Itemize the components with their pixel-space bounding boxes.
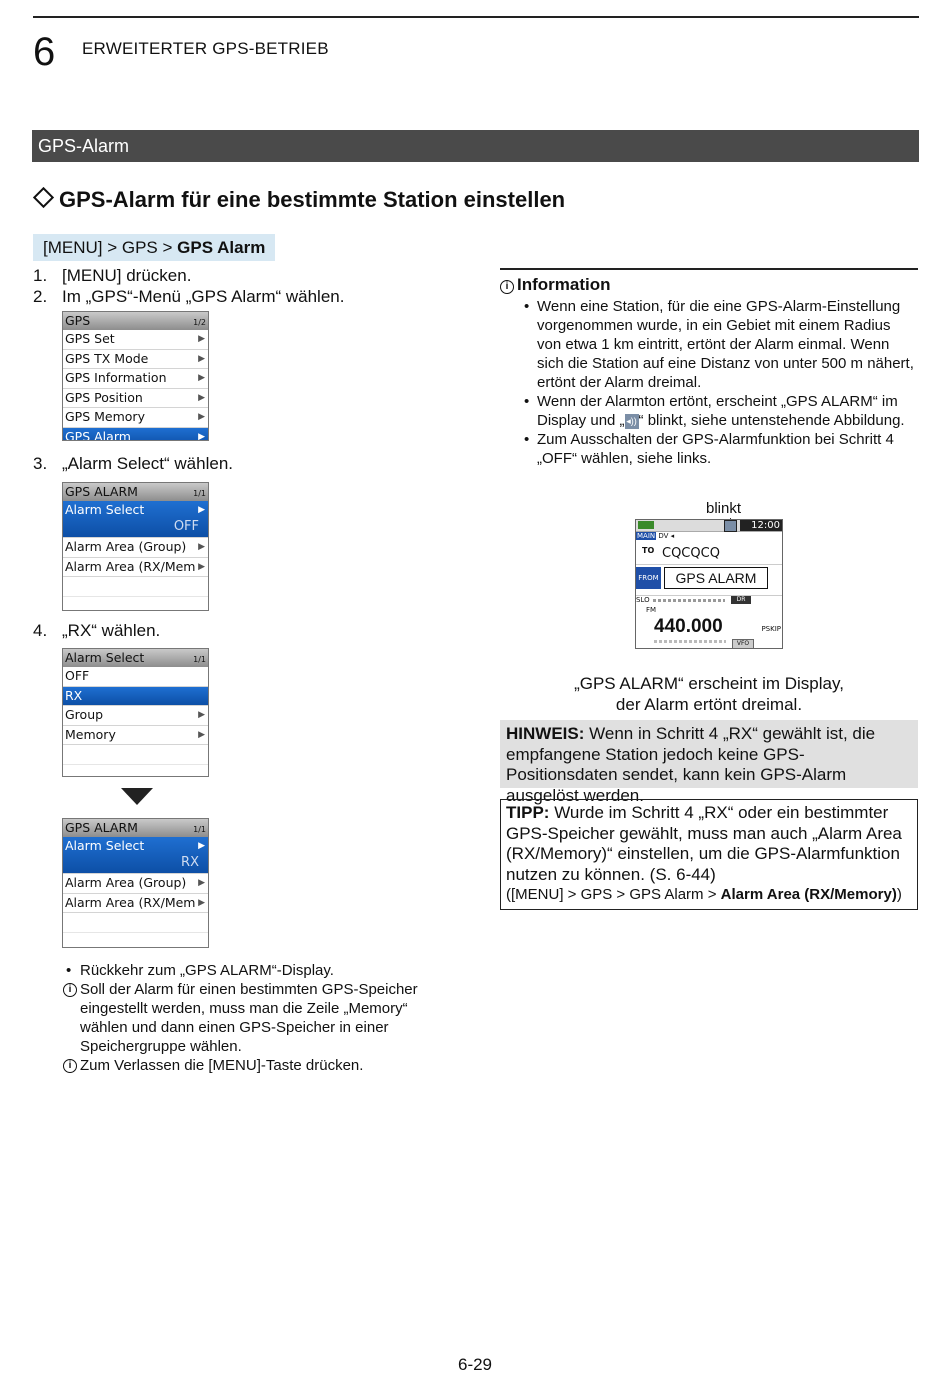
option-off[interactable]: OFF [63, 667, 208, 687]
status-bar [636, 520, 783, 532]
menu-item-gps-alarm[interactable]: GPS Alarm ▶ [63, 428, 208, 442]
step-4 [33, 620, 160, 641]
frequency-display: 440.000 [654, 616, 723, 637]
chevron-right-icon: ▶ [198, 353, 205, 364]
empty-row [63, 577, 208, 597]
step-text: „RX“ wählen. [62, 621, 161, 640]
menu-item-alarm-select[interactable]: Alarm Select ▶ OFF [63, 501, 208, 538]
information-text: “ blinkt, siehe untenstehende Abbildung. [638, 412, 905, 429]
main-indicator: MAIN DV ◂ [637, 532, 675, 540]
dr-indicator: DR [731, 596, 751, 604]
radio-display [635, 519, 783, 649]
info-icon: i [63, 983, 77, 997]
to-row [636, 544, 783, 565]
caption-line: der Alarm ertönt dreimal. [615, 695, 803, 714]
empty-row [63, 913, 208, 933]
chevron-right-icon: ▶ [198, 561, 205, 572]
menu-item-gps-set[interactable]: GPS Set ▶ [63, 330, 208, 350]
chevron-right-icon: ▶ [198, 412, 205, 422]
empty-row [63, 745, 208, 765]
page-indicator: 1/1 [193, 825, 206, 834]
step-text: „Alarm Select“ wählen. [62, 454, 234, 473]
note-text: Rückkehr zum „GPS ALARM“-Display. [80, 962, 334, 979]
gps-alarm-blink-icon: ◂)) [625, 414, 639, 429]
s-meter [653, 599, 725, 602]
chevron-right-icon: ▶ [198, 334, 205, 344]
menu-item-gps-information[interactable]: GPS Information ▶ [63, 369, 208, 389]
step-2 [33, 286, 344, 307]
chapter-number: 6 [33, 30, 56, 74]
menu-item-alarm-area-rx-memory[interactable]: Alarm Area (RX/Mem ▶ [63, 894, 208, 914]
information-text: Wenn eine Station, für die eine GPS-Alarm-Einstellung vorgenommen wurde, in ein Gebiet mit einem Radius von etwa 1 km eintritt, ertönt der Alarm einmal. Wenn sich die Station auf eine Distanz von unter 500 m nähert, ertönt der Alarm dreimal. [537, 298, 914, 391]
chevron-right-icon: ▶ [198, 729, 205, 740]
alarm-select-value: RX [181, 854, 199, 870]
note-item [63, 1056, 448, 1075]
step-number: 1. [33, 266, 48, 285]
gps-alarm-blink-icon [724, 520, 737, 532]
note-text: Zum Verlassen die [MENU]-Taste drücken. [80, 1057, 364, 1074]
tip-box [500, 799, 918, 910]
clock: 12:00 [740, 520, 782, 531]
note-item [63, 961, 448, 980]
figure-caption [500, 673, 918, 715]
header-rule [33, 16, 919, 18]
information-item [500, 392, 918, 430]
chevron-right-icon: ▶ [198, 505, 205, 515]
chevron-right-icon: ▶ [198, 373, 205, 383]
information-item [500, 430, 918, 468]
blink-label: blinkt [706, 500, 742, 517]
info-icon: i [500, 280, 514, 294]
menu-path-target: GPS Alarm [177, 238, 266, 257]
subsection-title: GPS-Alarm für eine bestimmte Station einstellen [59, 187, 566, 212]
page-number: 6-29 [457, 1355, 493, 1374]
bullet-marker: • [524, 431, 530, 448]
vfo-indicator: VFO [732, 639, 754, 649]
option-rx[interactable]: RX [63, 687, 208, 707]
chevron-right-icon: ▶ [198, 897, 205, 908]
note-item [63, 980, 448, 1056]
page-indicator: 1/2 [193, 318, 206, 327]
option-group[interactable]: Group ▶ [63, 706, 208, 726]
chevron-right-icon: ▶ [198, 431, 205, 441]
arrow-down-icon [121, 788, 153, 805]
menu-item-alarm-area-group[interactable]: Alarm Area (Group) ▶ [63, 538, 208, 558]
step-notes [63, 961, 448, 1075]
step-3 [33, 453, 233, 474]
menu-item-alarm-area-group[interactable]: Alarm Area (Group) ▶ [63, 874, 208, 894]
pskip-indicator: PSKIP [761, 625, 781, 633]
page-indicator: 1/1 [193, 489, 206, 498]
page-indicator: 1/1 [193, 655, 206, 664]
gps-alarm-screen-off [62, 482, 209, 611]
information-title: i Information [500, 275, 918, 295]
note-label: HINWEIS: [506, 724, 585, 743]
from-label: FROM [636, 567, 661, 589]
to-callsign: CQCQCQ [662, 546, 720, 561]
information-text: Wenn der Alarmton ertönt, erscheint „GPS ALARM“ im Display und „ [537, 393, 898, 429]
information-item [500, 297, 918, 392]
menu-item-gps-tx-mode[interactable]: GPS TX Mode ▶ [63, 350, 208, 370]
screen-header: Alarm Select 1/1 [63, 649, 208, 667]
step-text: Im „GPS“-Menü „GPS Alarm“ wählen. [62, 287, 345, 306]
information-list [500, 297, 918, 468]
step-number: 3. [33, 454, 48, 473]
tip-menu-path: ([MENU] > GPS > GPS Alarm > Alarm Area (RX/Memory)) [506, 886, 902, 903]
chevron-right-icon: ▶ [198, 710, 205, 720]
subsection-heading [33, 186, 565, 214]
fm-label: FM [646, 606, 657, 614]
slo-label: SLO [636, 596, 650, 604]
menu-item-alarm-select[interactable]: Alarm Select ▶ RX [63, 837, 208, 874]
bullet-marker: • [524, 298, 530, 315]
section-title-bar [32, 130, 919, 162]
bullet-marker: • [66, 962, 72, 979]
section-title: GPS-Alarm [38, 136, 130, 156]
note-text: Wenn in Schritt 4 „RX“ gewählt ist, die empfangene Station jedoch keine GPS-Positionsdaten sendet, kann kein GPS-Alarm ausgelöst werden. [506, 724, 876, 805]
menu-item-alarm-area-rx-memory[interactable]: Alarm Area (RX/Mem ▶ [63, 558, 208, 578]
battery-icon [638, 521, 654, 529]
gps-menu-screen [62, 311, 209, 441]
diamond-icon [33, 187, 54, 208]
gps-alarm-message: GPS ALARM [664, 567, 768, 589]
step-text: [MENU] drücken. [62, 266, 192, 285]
note-box [500, 720, 918, 805]
menu-path [33, 234, 275, 261]
menu-path-prefix: [MENU] > GPS > [43, 238, 178, 257]
step-number: 4. [33, 621, 48, 640]
info-icon: i [63, 1059, 77, 1073]
level-meter [654, 640, 726, 643]
step-number: 2. [33, 287, 48, 306]
tip-label: TIPP: [506, 803, 550, 822]
alarm-select-screen [62, 648, 209, 777]
screen-header: GPS ALARM 1/1 [63, 819, 208, 837]
chapter-title: ERWEITERTER GPS-BETRIEB [82, 39, 329, 58]
option-memory[interactable]: Memory ▶ [63, 726, 208, 746]
chevron-right-icon: ▶ [198, 392, 205, 403]
information-box [500, 268, 918, 468]
gps-alarm-screen-rx [62, 818, 209, 948]
menu-item-gps-position[interactable]: GPS Position ▶ [63, 389, 208, 409]
step-1 [33, 265, 191, 286]
menu-item-gps-memory[interactable]: GPS Memory ▶ [63, 408, 208, 428]
chevron-right-icon: ▶ [198, 542, 205, 552]
alarm-select-value: OFF [173, 518, 199, 534]
bullet-marker: • [524, 393, 530, 410]
screen-header: GPS 1/2 [63, 312, 208, 330]
note-text: Soll der Alarm für einen bestimmten GPS-Speicher eingestellt werden, muss man die Zeile „Memory“ wählen und dann einen GPS-Speicher in einer Speichergruppe wählen. [80, 981, 418, 1055]
information-text: Zum Ausschalten der GPS-Alarmfunktion bei Schritt 4 „OFF“ wählen, siehe links. [537, 431, 894, 467]
tip-text: Wurde im Schritt 4 „RX“ oder ein bestimmter GPS-Speicher gewählt, muss man auch „Alarm Area (RX/Memory)“ einstellen, um die GPS-Alarmfunktion nutzen zu können. (S. 6-44) [506, 803, 902, 884]
from-row [636, 565, 783, 593]
to-label: TO [642, 546, 655, 555]
meter-row [636, 595, 783, 605]
chevron-right-icon: ▶ [198, 878, 205, 888]
caption-line: „GPS ALARM“ erscheint im Display, [574, 674, 844, 693]
chevron-right-icon: ▶ [198, 841, 205, 851]
screen-header: GPS ALARM 1/1 [63, 483, 208, 501]
